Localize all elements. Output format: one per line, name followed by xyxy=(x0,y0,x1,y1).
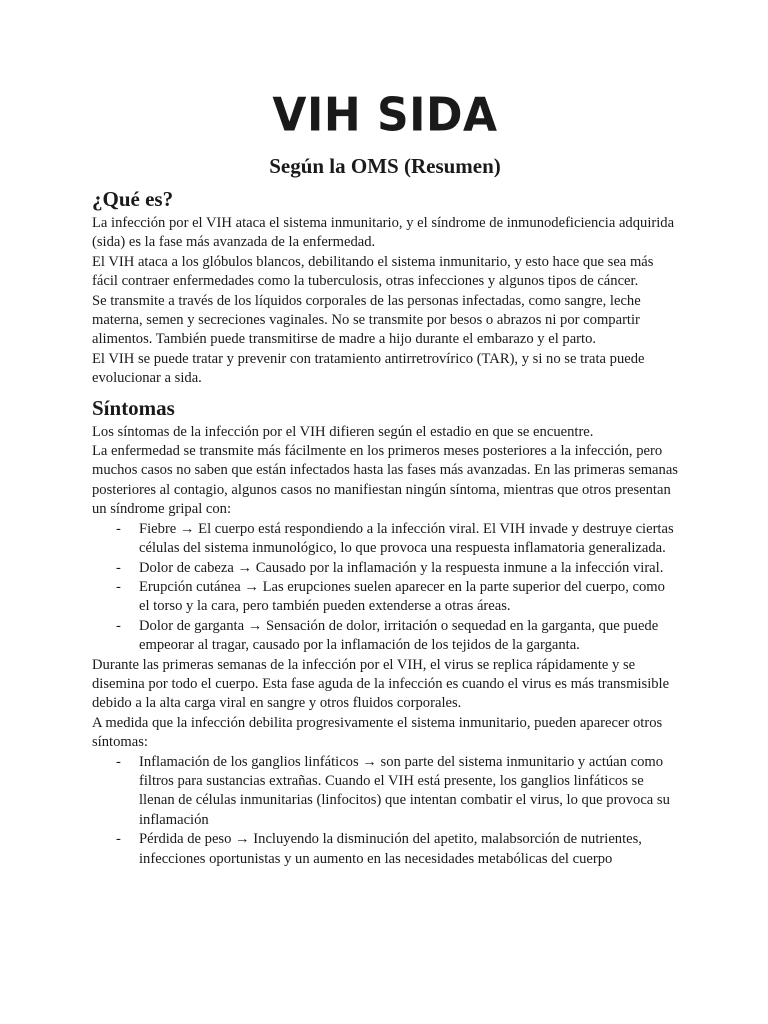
bullet-dash: - xyxy=(116,617,121,634)
list-item-text: Pérdida de peso → Incluyendo la disminución del apetito, malabsorción de nutrientes, infecciones oportunistas y un aumento en las necesidades metabólicas del cuerpo xyxy=(139,831,642,867)
list-item-text: Erupción cutánea → Las erupciones suelen aparecer en la parte superior del cuerpo, como el torso y la cara, pero también pueden extenderse a otras áreas. xyxy=(139,578,665,615)
heading-que-es: ¿Qué es? xyxy=(92,187,174,211)
list-item xyxy=(92,520,678,559)
heading-sintomas: Síntomas xyxy=(92,395,175,420)
document-title: VIH SIDA xyxy=(272,88,498,143)
bullet-dash: - xyxy=(116,578,121,595)
list-item-text: Inflamación de los ganglios linfáticos → son parte del sistema inmunitario y actúan como filtros para sustancias extrañas. Cuando el VIH está presente, los ganglios linfáticos se llenan de células inmunitarias (linfocitos) que intentan combatir el virus, lo que provoca su inflamación xyxy=(139,753,670,828)
list-item xyxy=(92,578,678,617)
list-item xyxy=(92,830,678,869)
list-item-text: Fiebre → El cuerpo está respondiendo a la infección viral. El VIH invade y destruye ciertas células del sistema inmunológico, lo que provoca una respuesta inflamatoria generalizada. xyxy=(139,520,674,557)
paragraph: Durante las primeras semanas de la infección por el VIH, el virus se replica rápidamente y se disemina por todo el cuerpo. Esta fase aguda de la infección es cuando el virus es más transmisible debido a la alta carga viral en sangre y otros fluidos corporales. xyxy=(92,656,670,712)
bullet-dash: - xyxy=(116,831,121,848)
list-item-text: Dolor de garganta → Sensación de dolor, irritación o sequedad en la garganta, que puede empeorar al tragar, causado por la inflamación de los tejidos de la garganta. xyxy=(139,617,659,654)
paragraph: El VIH ataca a los glóbulos blancos, debilitando el sistema inmunitario, y esto hace que sea más fácil contraer enfermedades como la tuberculosis, otras infecciones y algunos tipos de cáncer. xyxy=(92,253,654,290)
paragraph: A medida que la infección debilita progresivamente el sistema inmunitario, pueden aparecer otros síntomas: xyxy=(92,714,663,751)
paragraph: Los síntomas de la infección por el VIH difieren según el estadio en que se encuentre. xyxy=(92,423,594,440)
paragraph: El VIH se puede tratar y prevenir con tratamiento antirretrovírico (TAR), y si no se trata puede evolucionar a sida. xyxy=(92,350,645,387)
bullet-dash: - xyxy=(116,753,121,770)
list-item xyxy=(92,617,678,656)
paragraph: La enfermedad se transmite más fácilmente en los primeros meses posteriores a la infección, pero muchos casos no saben que están infectados hasta las fases más avanzadas. En las primeras semanas posteriores al contagio, algunos casos no manifiestan ningún síntoma, mientras que otros presentan un síndrome gripal con: xyxy=(92,443,678,518)
list-item-text: Dolor de cabeza → Causado por la inflamación y la respuesta inmune a la infección viral. xyxy=(139,559,664,576)
paragraph: Se transmite a través de los líquidos corporales de las personas infectadas, como sangre, leche materna, semen y secreciones vaginales. No se transmite por besos o abrazos ni por compartir alimentos. También puede transmitirse de madre a hijo durante el embarazo y el parto. xyxy=(92,292,641,348)
document-subtitle: Según la OMS (Resumen) xyxy=(269,154,501,178)
symptom-list-initial xyxy=(92,520,678,656)
symptom-list-advanced xyxy=(92,753,678,869)
bullet-dash: - xyxy=(116,559,121,576)
list-item xyxy=(92,753,678,831)
bullet-dash: - xyxy=(116,520,121,537)
list-item xyxy=(92,559,678,578)
document-page xyxy=(92,88,678,869)
paragraph: La infección por el VIH ataca el sistema inmunitario, y el síndrome de inmunodeficiencia adquirida (sida) es la fase más avanzada de la enfermedad. xyxy=(92,215,675,251)
